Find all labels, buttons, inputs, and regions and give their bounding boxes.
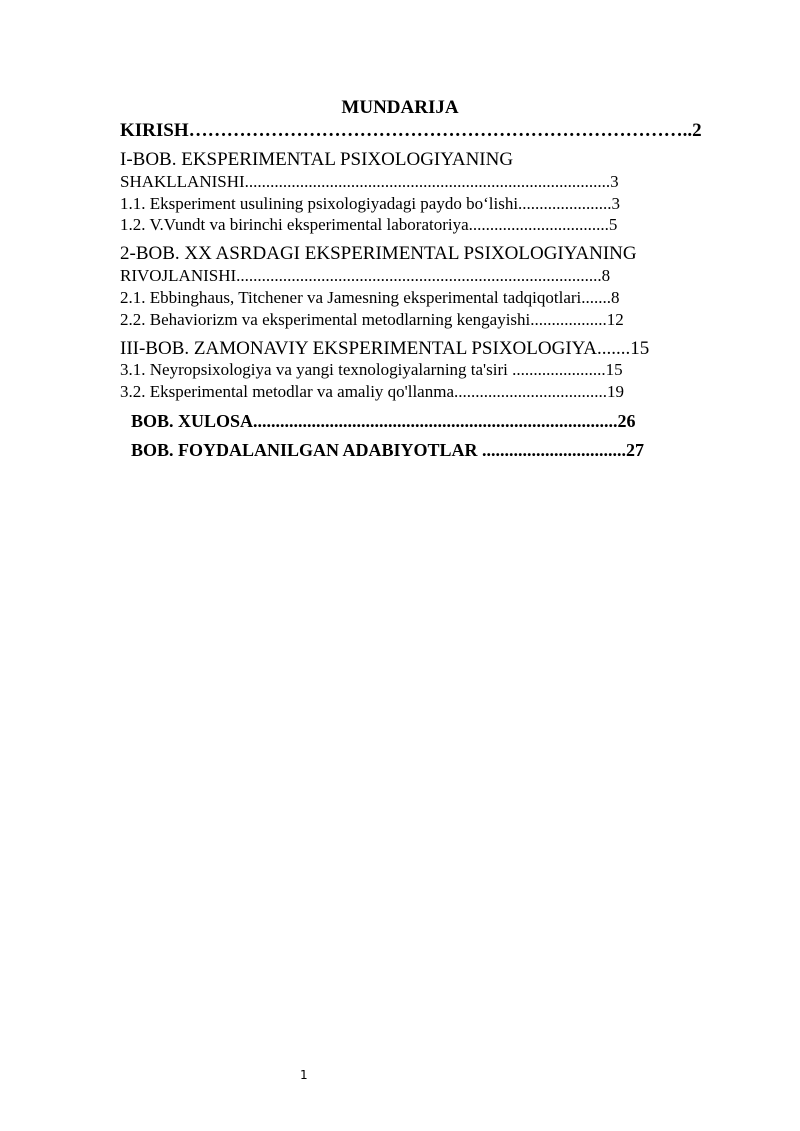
toc-entry-1-1: 1.1. Eksperiment usulining psixologiyadagi paydo bo‘lishi......................3	[120, 194, 621, 213]
toc-entry-chapter-2-line-2: RIVOJLANISHI......................................................................................8	[120, 266, 611, 285]
toc-entry-chapter-2-line-1: 2-BOB. XX ASRDAGI EKSPERIMENTAL PSIXOLOGIYANING	[120, 243, 637, 264]
toc-entry-chapter-3: III-BOB. ZAMONAVIY EKSPERIMENTAL PSIXOLOGIYA.......15	[120, 338, 650, 359]
toc-entry-2-1: 2.1. Ebbinghaus, Titchener va Jamesning eksperimental tadqiqotlari.......8	[120, 288, 620, 307]
toc-entry-2-2: 2.2. Behaviorizm va eksperimental metodlarning kengayishi..................12	[120, 310, 624, 329]
toc-entry-adabiyotlar: BOB. FOYDALANILGAN ADABIYOTLAR ................................27	[131, 440, 645, 460]
toc-entry-xulosa: BOB. XULOSA.................................................................................26	[131, 411, 636, 431]
toc-entry-chapter-1-line-1: I-BOB. EKSPERIMENTAL PSIXOLOGIYANING	[120, 149, 514, 170]
toc-entry-chapter-1-line-2: SHAKLLANISHI......................................................................................3	[120, 172, 619, 191]
toc-title: MUNDARIJA	[341, 97, 459, 118]
toc-entry-3-1: 3.1. Neyropsixologiya va yangi texnologiyalarning ta'siri ......................15	[120, 360, 623, 379]
toc-entry-kirish: KIRISH……………………………………………………………………..2	[120, 120, 702, 141]
page-number: 1	[300, 1068, 308, 1082]
toc-entry-3-2: 3.2. Eksperimental metodlar va amaliy qo'llanma....................................19	[120, 382, 624, 401]
toc-entry-1-2: 1.2. V.Vundt va birinchi eksperimental laboratoriya.................................5	[120, 215, 618, 234]
